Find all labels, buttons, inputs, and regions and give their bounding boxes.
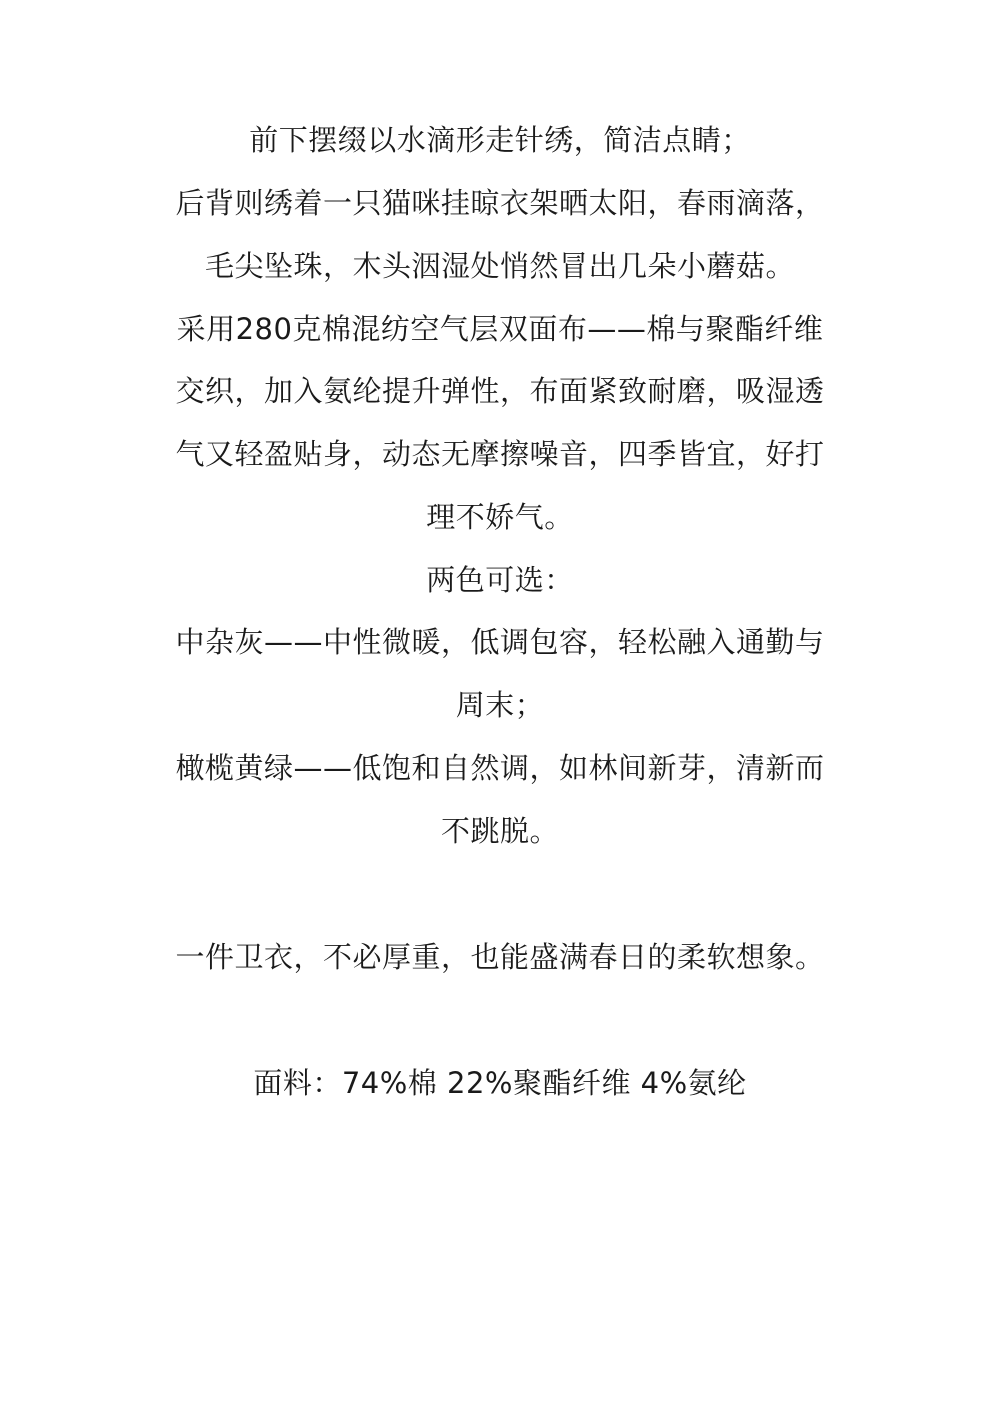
text-line: 采用280克棉混纺空气层双面布——棉与聚酯纤维 [176, 312, 824, 346]
text-line: 两色可选： [426, 563, 574, 597]
text-line: 周末； [455, 688, 545, 722]
text-line: 毛尖坠珠，木头洇湿处悄然冒出几朵小蘑菇。 [204, 249, 795, 283]
text-line: 不跳脱。 [440, 814, 559, 848]
text-line: 前下摆缀以水滴形走针绣，简洁点睛； [249, 123, 751, 157]
text-line: 气又轻盈贴身，动态无摩擦噪音，四季皆宜，好打 [175, 437, 825, 471]
text-line: 橄榄黄绿——低饱和自然调，如林间新芽，清新而 [175, 751, 825, 785]
text-line: 中杂灰——中性微暖，低调包容，轻松融入通勤与 [175, 625, 825, 659]
text-line: 一件卫衣，不必厚重，也能盛满春日的柔软想象。 [175, 940, 825, 974]
text-line: 后背则绣着一只猫咪挂晾衣架晒太阳，春雨滴落， [175, 186, 825, 220]
fabric-composition: 面料：74%棉 22%聚酯纤维 4%氨纶 [253, 1066, 747, 1100]
text-line: 交织，加入氨纶提升弹性，布面紧致耐磨，吸湿透 [175, 374, 825, 408]
text-line: 理不娇气。 [426, 500, 574, 534]
